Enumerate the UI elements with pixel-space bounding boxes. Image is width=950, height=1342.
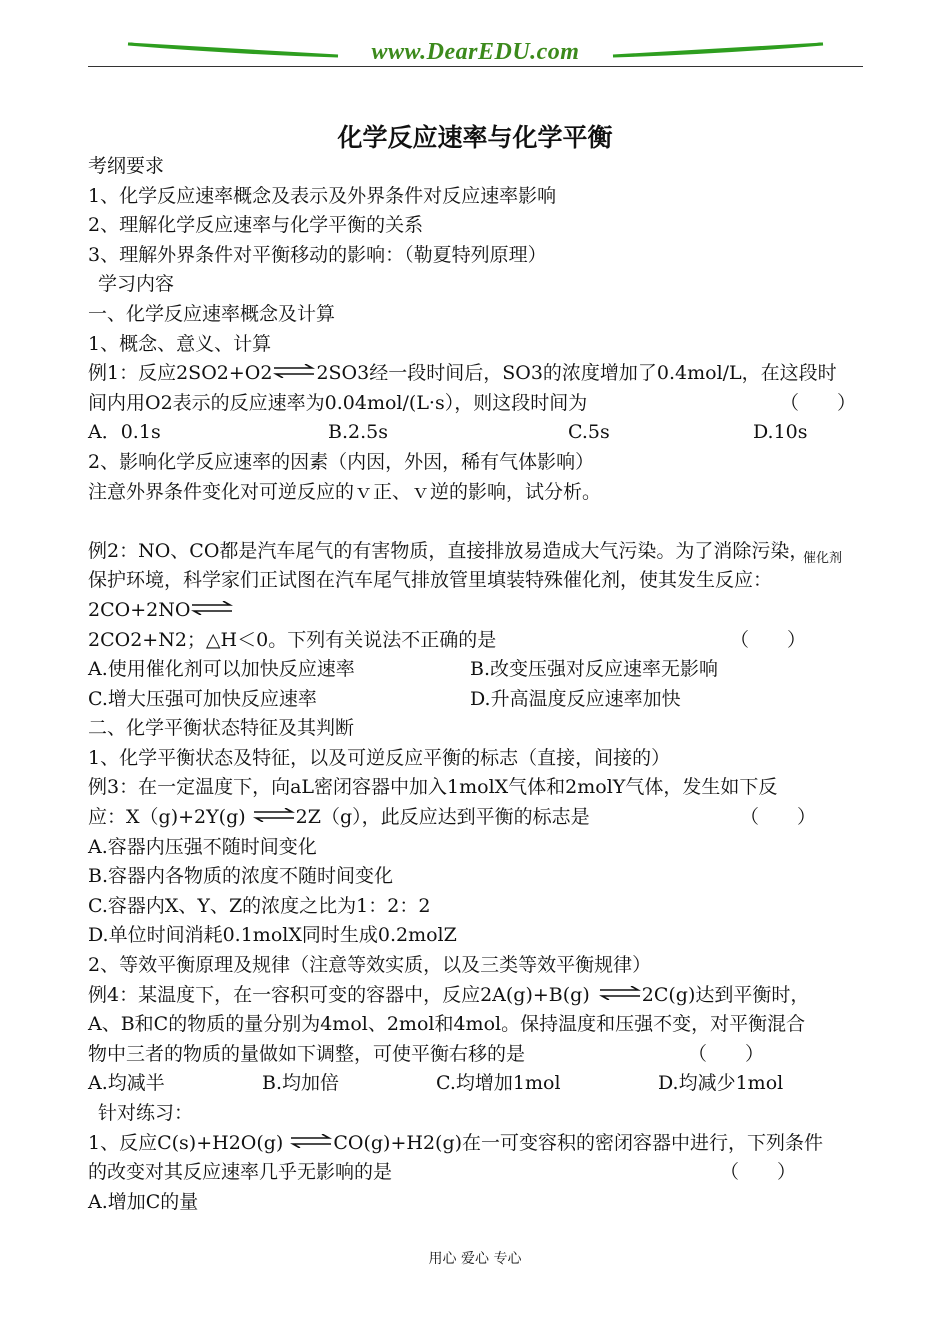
example-1-line [88,359,868,389]
option: D.单位时间消耗0.1molX同时生成0.2molZ [88,924,457,947]
equation-left: 应：X（g)+2Y(g) [88,806,246,829]
question-text: 物中三者的物质的量做如下调整，可使平衡右移的是 [88,1042,526,1065]
option: D.10s [753,421,808,444]
answer-blank: （ ） [688,1042,765,1065]
example-2-line [88,626,868,656]
option: B.均加倍 [262,1072,340,1095]
options-row [88,1069,868,1099]
equation-right: 2C(g)达到平衡时， [641,983,810,1006]
option: C.均增加1mol [436,1072,561,1095]
outline-heading: 考纲要求 [88,155,165,177]
question-text: 的改变对其反应速率几乎无影响的是 [88,1161,393,1184]
option: A.容器内压强不随时间变化 [88,835,317,858]
example-2-line [88,596,868,626]
example-2-line [88,551,868,596]
example-2-line: 例2：NO、CO都是汽车尾气的有害物质，直接排放易造成大气污染。为了消除污染， [88,539,809,562]
equilibrium-arrow-icon [190,601,234,615]
example-4-line [88,981,868,1011]
equation-left: 1、反应C(s)+H2O(g) [88,1131,284,1154]
options-row [88,655,868,685]
option: A.使用催化剂可以加快反应速率 [88,658,355,681]
outline-item: 2、理解化学反应速率与化学平衡的关系 [88,214,424,237]
options-row [88,418,868,448]
question-text: 间内用O2表示的反应速率为0.04mol/(L·s），则这段时间为 [88,391,588,414]
practice-1-line [88,1129,868,1159]
answer-blank: （ ） [730,628,807,651]
document-body [88,152,868,1217]
option: A.增加C的量 [88,1190,199,1213]
option: C.5s [568,421,610,444]
study-heading: 学习内容 [98,273,175,296]
site-logo[interactable]: www.DearEDU.com [371,39,580,65]
answer-blank: （ ） [780,391,857,414]
subsection-heading: 2、等效平衡原理及规律（注意等效实质，以及三类等效平衡规律） [88,954,652,977]
equation-left: 2CO+2NO [88,598,191,621]
section-heading: 二、化学平衡状态特征及其判断 [88,717,355,740]
catalyst-label: 催化剂 [803,551,843,567]
spacer [88,507,868,537]
equation-right: CO(g)+H2(g)在一可变容积的密闭容器中进行，下列条件 [333,1131,824,1154]
options-row [88,685,868,715]
equilibrium-arrow-icon [252,808,296,822]
option: A.均减半 [88,1072,165,1095]
note-text: 注意外界条件变化对可逆反应的ｖ正、ｖ逆的影响，试分析。 [88,480,602,503]
option: D.均减少1mol [658,1072,784,1095]
equation-right: 2Z（g），此反应达到平衡的标志是 [295,806,590,829]
equilibrium-arrow-icon [272,364,316,378]
option: C.容器内X、Y、Z的浓度之比为1：2：2 [88,894,431,917]
equation-left: 例4：某温度下，在一容积可变的容器中，反应2A(g)+B(g) [88,983,590,1006]
header-rule [88,66,863,67]
section-heading: 一、化学反应速率概念及计算 [88,302,336,325]
subsection-heading: 1、概念、意义、计算 [88,332,272,355]
example-3-line: 例3：在一定温度下，向aL密闭容器中加入1molX气体和2molY气体，发生如下反 [88,776,778,799]
option: B.容器内各物质的浓度不随时间变化 [88,865,394,888]
option: D.升高温度反应速率加快 [470,687,681,710]
equilibrium-arrow-icon [598,986,642,1000]
subsection-heading: 2、影响化学反应速率的因素（内因，外因，稀有气体影响） [88,450,595,473]
practice-heading: 针对练习： [98,1102,194,1124]
answer-blank: （ ） [740,806,817,829]
outline-item: 1、化学反应速率概念及表示及外界条件对反应速率影响 [88,184,557,207]
question-text: 保护环境，科学家们正试图在汽车尾气排放管里填装特殊催化剂，使其发生反应： [88,569,773,592]
option: B.改变压强对反应速率无影响 [470,658,719,681]
equation-right: 2SO3经一段时间后，SO3的浓度增加了0.4mol/L，在这段时 [316,362,837,385]
option: A．0.1s [88,421,161,444]
option: C.增大压强可加快反应速率 [88,687,317,710]
answer-blank: （ ） [720,1161,797,1184]
page-footer: 用心 爱心 专心 [428,1251,522,1267]
example-4-line: A、B和C的物质的量分别为4mol、2mol和4mol。保持温度和压强不变，对平衡混合 [88,1013,806,1036]
example-4-line [88,1040,868,1070]
equation-left: 例1：反应2SO2+O2 [88,362,273,385]
equilibrium-arrow-icon [289,1134,333,1148]
example-1-line [88,389,868,419]
site-header [88,36,863,70]
example-3-line [88,803,868,833]
subsection-heading: 1、化学平衡状态及特征，以及可逆反应平衡的标志（直接，间接的） [88,746,671,769]
outline-item: 3、理解外界条件对平衡移动的影响：（勒夏特列原理） [88,243,547,266]
option: B.2.5s [328,421,388,444]
page-title: 化学反应速率与化学平衡 [337,123,613,152]
practice-1-line [88,1158,868,1188]
question-text: 2CO2+N2；△H＜0。下列有关说法不正确的是 [88,628,497,651]
